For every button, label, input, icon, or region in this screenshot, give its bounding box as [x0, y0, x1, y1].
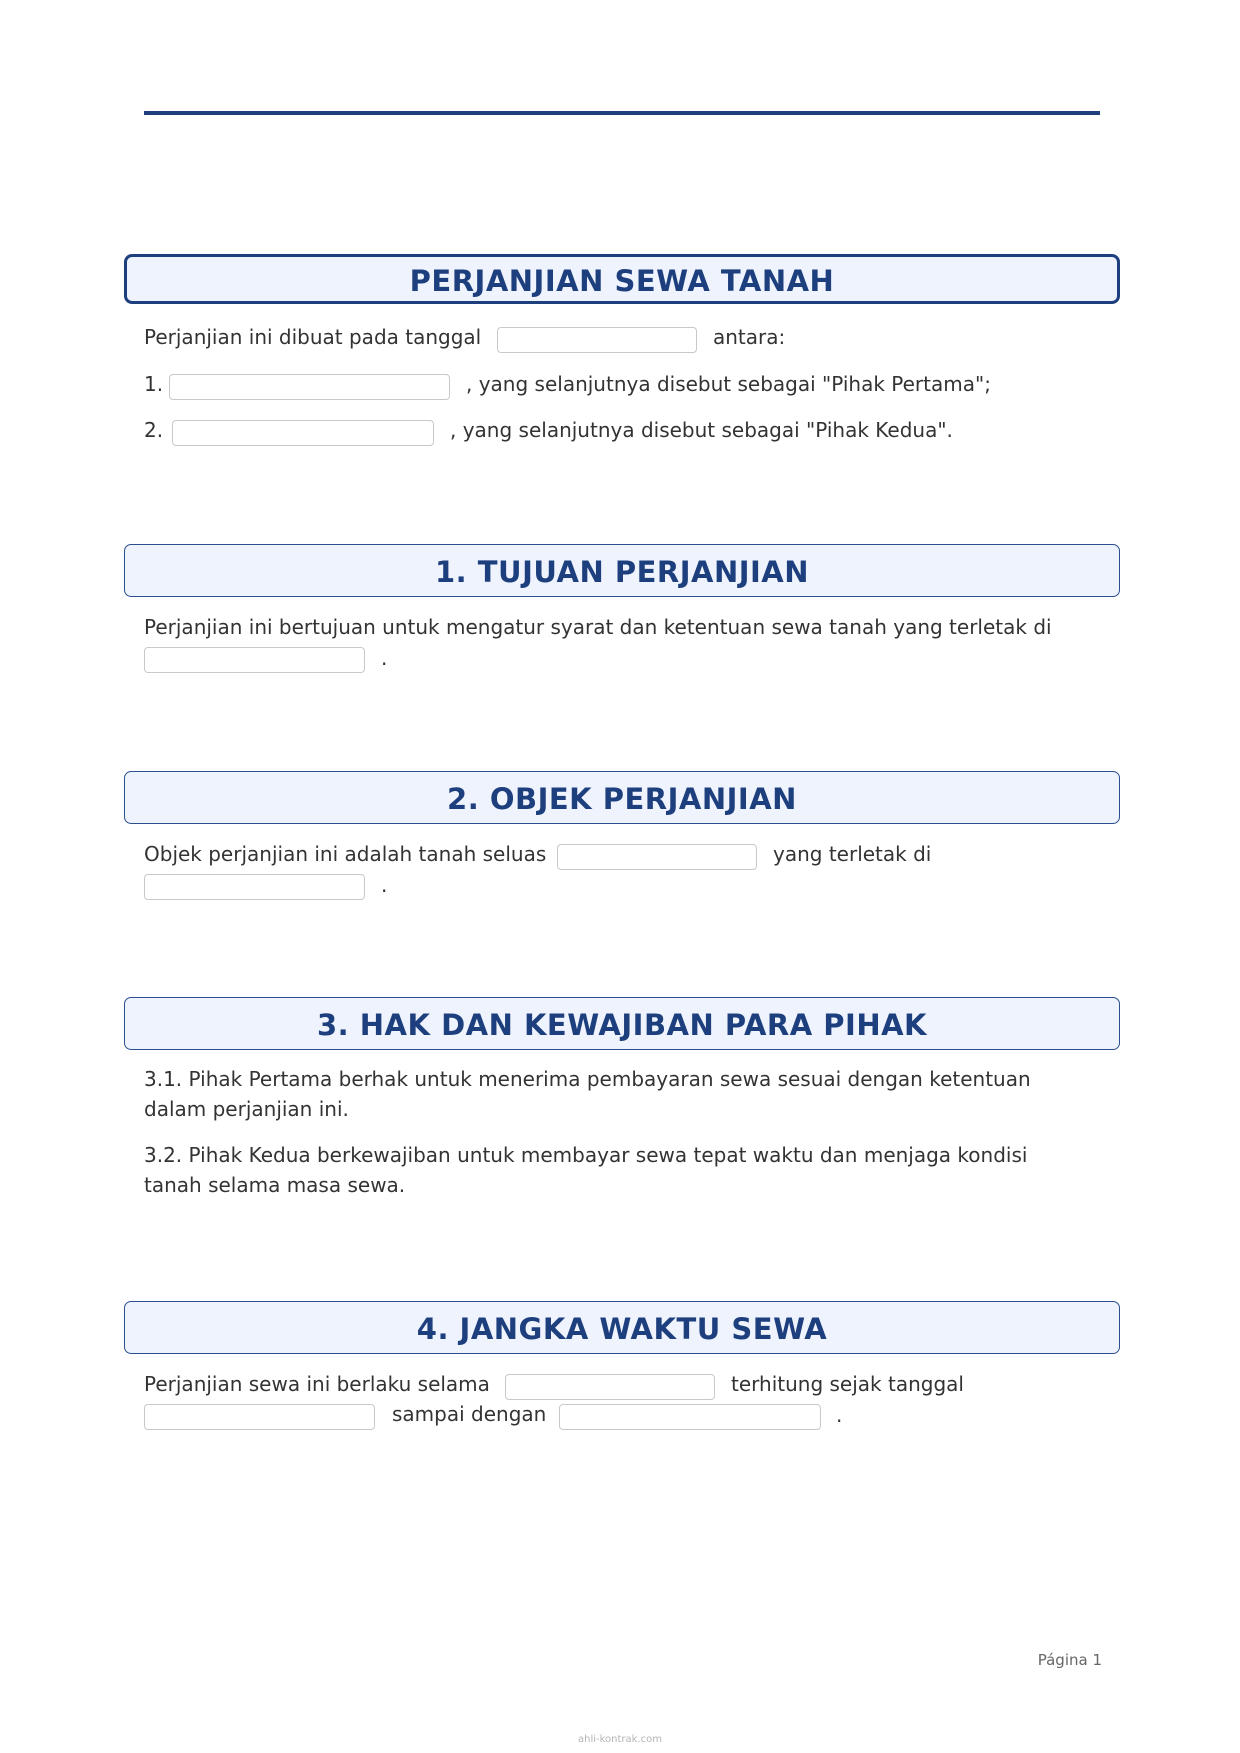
section4-text-middle: terhitung sejak tanggal — [731, 1372, 964, 1396]
agreement-date-field[interactable] — [497, 327, 697, 353]
party1-number: 1. — [144, 372, 164, 396]
start-date-field[interactable] — [144, 1404, 375, 1430]
party2-text: , yang selanjutnya disebut sebagai "Pihak Kedua". — [450, 418, 953, 442]
section4-heading: 4. JANGKA WAKTU SEWA — [416, 1312, 828, 1346]
document-title: PERJANJIAN SEWA TANAH — [409, 263, 835, 298]
section4-end: . — [836, 1403, 843, 1427]
party1-name-field[interactable] — [169, 374, 450, 400]
section4-text-prefix: Perjanjian sewa ini berlaku selama — [144, 1372, 490, 1396]
end-date-field[interactable] — [559, 1404, 821, 1430]
section1-heading-box — [124, 544, 1120, 597]
clause-3-2: 3.2. Pihak Kedua berkewajiban untuk membayar sewa tepat waktu dan menjaga kondisi tanah selama masa sewa. — [144, 1143, 1028, 1197]
party2-name-field[interactable] — [172, 420, 434, 446]
intro-suffix: antara: — [713, 325, 786, 349]
lease-duration-field[interactable] — [505, 1374, 715, 1400]
section1-end: . — [381, 646, 388, 670]
party2-number: 2. — [144, 418, 164, 442]
intro-prefix: Perjanjian ini dibuat pada tanggal — [144, 325, 482, 349]
object-location-field[interactable] — [144, 874, 365, 900]
section2-text-prefix: Objek perjanjian ini adalah tanah seluas — [144, 842, 547, 866]
watermark: ahli-kontrak.com — [577, 1734, 662, 1745]
land-location-field[interactable] — [144, 647, 365, 673]
section1-text: Perjanjian ini bertujuan untuk mengatur syarat dan ketentuan sewa tanah yang terletak di — [144, 615, 1052, 639]
section1-heading: 1. TUJUAN PERJANJIAN — [434, 555, 810, 589]
section2-heading-box — [124, 771, 1120, 824]
section3-heading: 3. HAK DAN KEWAJIBAN PARA PIHAK — [317, 1008, 927, 1042]
section2-heading: 2. OBJEK PERJANJIAN — [447, 782, 797, 816]
page-number: Página 1 — [1037, 1651, 1102, 1669]
party1-text: , yang selanjutnya disebut sebagai "Pihak Pertama"; — [466, 372, 991, 396]
section2-text-middle: yang terletak di — [773, 842, 932, 866]
land-area-field[interactable] — [557, 844, 757, 870]
section4-heading-box — [124, 1301, 1120, 1354]
section4-text-until: sampai dengan — [392, 1402, 547, 1426]
section3-heading-box — [124, 997, 1120, 1050]
section2-end: . — [381, 873, 388, 897]
top-rule — [144, 111, 1100, 115]
clause-3-1: 3.1. Pihak Pertama berhak untuk menerima pembayaran sewa sesuai dengan ketentuan dalam perjanjian ini. — [144, 1067, 1031, 1121]
title-box — [124, 254, 1120, 304]
